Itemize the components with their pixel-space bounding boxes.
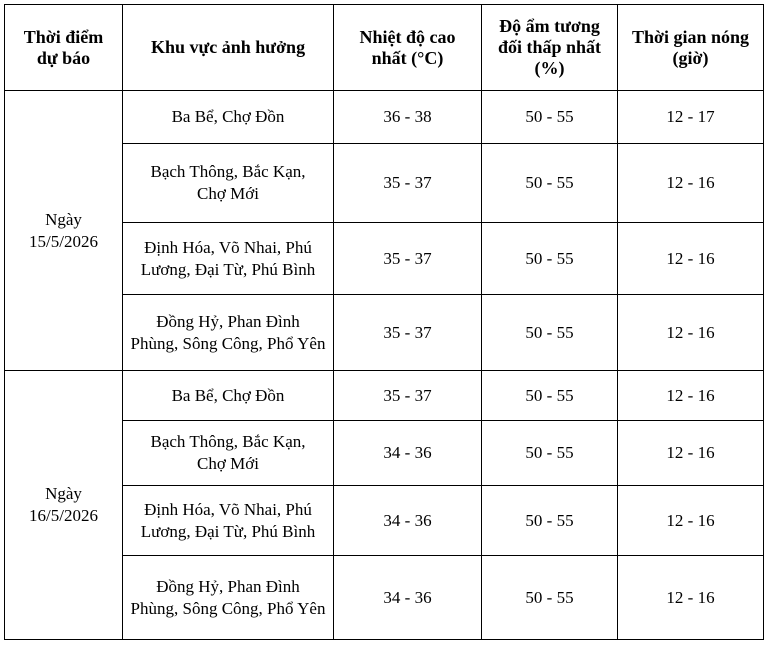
humidity-cell: 50 - 55 [482,556,618,640]
header-hot-duration: Thời gian nóng (giờ) [618,5,764,91]
forecast-date-cell: Ngày 16/5/2026 [5,371,123,640]
temperature-cell: 35 - 37 [334,144,482,223]
area-cell: Định Hóa, Võ Nhai, Phú Lương, Đại Từ, Phú Bình [123,486,334,556]
header-min-humidity: Độ ẩm tương đối thấp nhất (%) [482,5,618,91]
header-affected-area: Khu vực ảnh hưởng [123,5,334,91]
hours-cell: 12 - 17 [618,91,764,144]
area-cell: Ba Bể, Chợ Đồn [123,371,334,421]
humidity-cell: 50 - 55 [482,295,618,371]
humidity-cell: 50 - 55 [482,486,618,556]
hours-cell: 12 - 16 [618,223,764,295]
header-max-temperature: Nhiệt độ cao nhất (°C) [334,5,482,91]
humidity-cell: 50 - 55 [482,371,618,421]
temperature-cell: 36 - 38 [334,91,482,144]
area-cell: Đồng Hỷ, Phan Đình Phùng, Sông Công, Phổ Yên [123,295,334,371]
hours-cell: 12 - 16 [618,486,764,556]
forecast-table [4,4,764,640]
hours-cell: 12 - 16 [618,144,764,223]
table-row [5,91,764,144]
temperature-cell: 34 - 36 [334,421,482,486]
area-cell: Bạch Thông, Bắc Kạn, Chợ Mới [123,421,334,486]
forecast-date-cell: Ngày 15/5/2026 [5,91,123,371]
table-row [5,371,764,421]
temperature-cell: 35 - 37 [334,223,482,295]
temperature-cell: 35 - 37 [334,295,482,371]
humidity-cell: 50 - 55 [482,421,618,486]
temperature-cell: 35 - 37 [334,371,482,421]
area-cell: Bạch Thông, Bắc Kạn, Chợ Mới [123,144,334,223]
temperature-cell: 34 - 36 [334,486,482,556]
hours-cell: 12 - 16 [618,421,764,486]
hours-cell: 12 - 16 [618,371,764,421]
humidity-cell: 50 - 55 [482,223,618,295]
humidity-cell: 50 - 55 [482,91,618,144]
header-forecast-time: Thời điểm dự báo [5,5,123,91]
hours-cell: 12 - 16 [618,295,764,371]
temperature-cell: 34 - 36 [334,556,482,640]
area-cell: Đồng Hỷ, Phan Đình Phùng, Sông Công, Phổ Yên [123,556,334,640]
humidity-cell: 50 - 55 [482,144,618,223]
area-cell: Ba Bể, Chợ Đồn [123,91,334,144]
table-header-row [5,5,764,91]
hours-cell: 12 - 16 [618,556,764,640]
area-cell: Định Hóa, Võ Nhai, Phú Lương, Đại Từ, Phú Bình [123,223,334,295]
